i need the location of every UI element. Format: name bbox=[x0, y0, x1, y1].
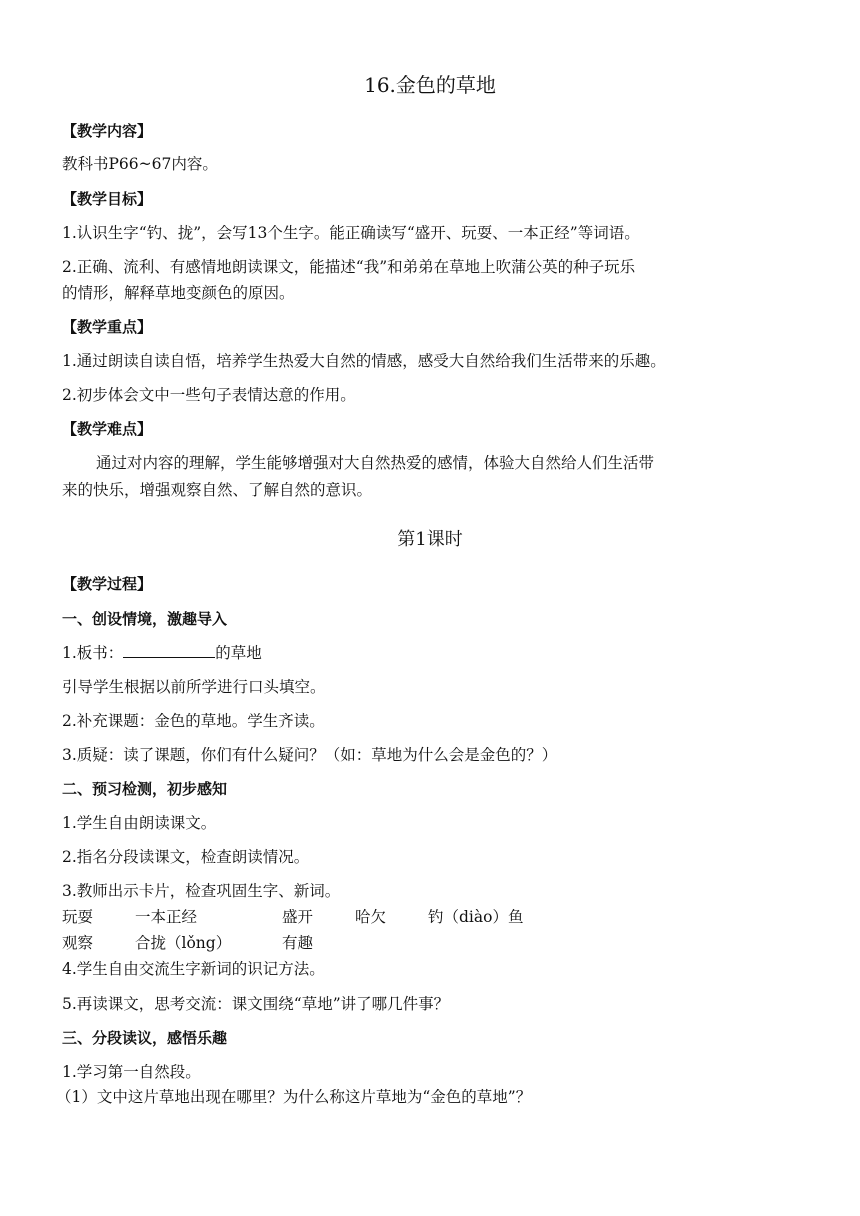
section-2-item-5: 5.再读课文，思考交流：课文围绕“草地”讲了哪几件事？ bbox=[62, 995, 450, 1013]
section-2-heading: 二、预习检测，初步感知 bbox=[62, 780, 228, 798]
section-1-item-1 bbox=[62, 642, 262, 664]
page-title: 16.金色的草地 bbox=[364, 73, 496, 97]
difficult-point-line-2: 来的快乐，增强观察自然、了解自然的意识。 bbox=[62, 481, 373, 499]
board-writing-suffix: 的草地 bbox=[215, 644, 262, 662]
key-point-1: 1.通过朗读自读自悟，培养学生热爱大自然的情感，感受大自然给我们生活带来的乐趣。 bbox=[62, 352, 666, 370]
key-points-heading: 【教学重点】 bbox=[62, 318, 153, 336]
word-item: 合拢（lǒng） bbox=[135, 934, 232, 952]
lesson-title: 第1课时 bbox=[397, 529, 463, 550]
goal-2-line-2: 的情形，解释草地变颜色的原因。 bbox=[62, 284, 295, 302]
section-2-item-3: 3.教师出示卡片，检查巩固生字、新词。 bbox=[62, 882, 341, 900]
goal-1: 1.认识生字“钓、拢”，会写13个生字。能正确读写“盛开、玩耍、一本正经”等词语。 bbox=[62, 224, 640, 242]
section-2-item-4: 4.学生自由交流生字新词的识记方法。 bbox=[62, 960, 325, 978]
process-heading: 【教学过程】 bbox=[62, 575, 153, 593]
key-point-2: 2.初步体会文中一些句子表情达意的作用。 bbox=[62, 386, 356, 404]
section-3-heading: 三、分段读议，感悟乐趣 bbox=[62, 1029, 228, 1047]
section-2-item-1: 1.学生自由朗读课文。 bbox=[62, 814, 217, 832]
word-item: 一本正经 bbox=[135, 908, 198, 926]
board-writing-label: 1.板书： bbox=[62, 644, 124, 662]
word-item: 有趣 bbox=[282, 934, 314, 952]
goals-heading: 【教学目标】 bbox=[62, 190, 153, 208]
word-item: 盛开 bbox=[282, 908, 314, 926]
word-item: 玩耍 bbox=[62, 908, 94, 926]
section-1-item-3: 3.质疑：读了课题，你们有什么疑问？（如：草地为什么会是金色的？） bbox=[62, 746, 558, 764]
word-item: 观察 bbox=[62, 934, 94, 952]
section-1-item-2: 2.补充课题：金色的草地。学生齐读。 bbox=[62, 712, 325, 730]
difficult-point-line-1: 通过对内容的理解，学生能够增强对大自然热爱的感情，体验大自然给人们生活带 bbox=[96, 454, 655, 472]
section-3-item-1-question-1: （1）文中这片草地出现在哪里？为什么称这片草地为“金色的草地”？ bbox=[56, 1088, 532, 1106]
goal-2-line-1: 2.正确、流利、有感情地朗读课文，能描述“我”和弟弟在草地上吹蒲公英的种子玩乐 bbox=[62, 258, 636, 276]
content-text: 教科书P66~67内容。 bbox=[62, 155, 218, 173]
fill-in-blank bbox=[123, 643, 215, 658]
section-3-item-1: 1.学习第一自然段。 bbox=[62, 1063, 201, 1081]
difficult-points-heading: 【教学难点】 bbox=[62, 420, 153, 438]
word-item: 钓（diào）鱼 bbox=[428, 908, 524, 926]
section-1-item-1-note: 引导学生根据以前所学进行口头填空。 bbox=[62, 678, 326, 696]
content-heading: 【教学内容】 bbox=[62, 122, 153, 140]
word-item: 哈欠 bbox=[355, 908, 387, 926]
section-2-item-2: 2.指名分段读课文，检查朗读情况。 bbox=[62, 848, 310, 866]
section-1-heading: 一、创设情境，激趣导入 bbox=[62, 610, 228, 628]
